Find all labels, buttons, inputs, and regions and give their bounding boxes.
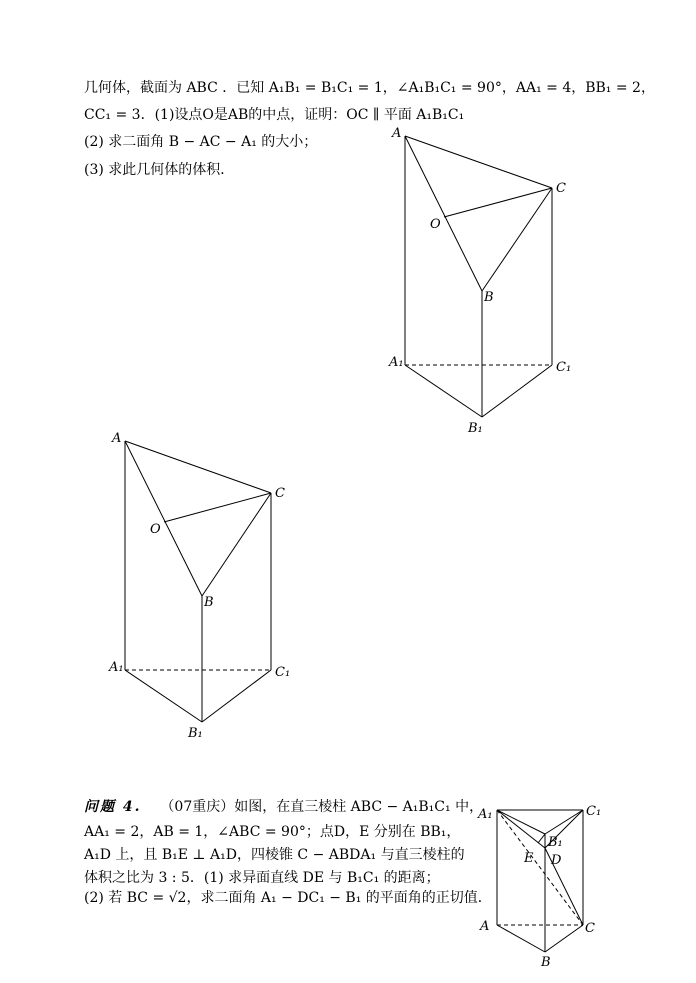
label-C1: C₁ [556, 360, 572, 375]
label-A1: A₁ [389, 355, 404, 370]
label-O: O [430, 217, 441, 232]
label-B: B [484, 290, 494, 305]
problem4-line3: A₁D 上，且 B₁E ⊥ A₁D，四棱锥 C − ABDA₁ 与直三棱柱的 [84, 847, 465, 863]
label-B1: B₁ [468, 421, 483, 436]
label-C: C [275, 486, 285, 501]
label-A: A [112, 431, 122, 446]
problem4-line5: (2) 若 BC = √2，求二面角 A₁ − DC₁ − B₁ 的平面角的正切值． [84, 890, 492, 906]
problem3-line4: (3) 求此几何体的体积． [84, 162, 235, 178]
problem3-line1: 几何体，截面为 ABC ．已知 A₁B₁ = B₁C₁ = 1，∠A₁B₁C₁ = 90°，AA₁ = 4，BB₁ = 2， [84, 80, 655, 96]
label-C: C [556, 181, 566, 196]
problem4-line4: 体积之比为 3 : 5．(1) 求异面直线 DE 与 B₁C₁ 的距离； [84, 870, 440, 886]
label-C: C [585, 921, 595, 936]
problem3-line3: (2) 求二面角 B − AC − A₁ 的大小； [84, 134, 318, 150]
label-B1: B₁ [188, 726, 203, 741]
figure-1 [405, 136, 552, 417]
label-C1: C₁ [586, 804, 602, 819]
label-B: B [541, 955, 551, 970]
figure-2-labels [108, 431, 290, 741]
label-B1: B₁ [548, 835, 563, 850]
problem3-line2: CC₁ = 3．(1)设点O是AB的中点，证明：OC ∥ 平面 A₁B₁C₁ [84, 107, 465, 123]
label-A1: A₁ [478, 807, 493, 822]
label-O: O [150, 522, 161, 537]
label-A: A [392, 126, 402, 141]
problem4-heading: 问题 4. [84, 799, 142, 815]
label-B: B [204, 595, 214, 610]
label-A: A [480, 919, 490, 934]
label-C1: C₁ [275, 665, 291, 680]
problem4-line2: AA₁ = 2，AB = 1，∠ABC = 90°；点D，E 分别在 BB₁， [84, 824, 461, 840]
figure-2 [125, 441, 271, 722]
label-A1: A₁ [109, 660, 124, 675]
figure-3 [497, 810, 583, 952]
problem4-first-line [84, 798, 483, 816]
label-E: E [524, 851, 534, 866]
label-D: D [551, 853, 562, 868]
problem4-line1: （07重庆）如图，在直三棱柱 ABC − A₁B₁C₁ 中， [160, 799, 484, 815]
figure-1-labels [388, 126, 571, 436]
